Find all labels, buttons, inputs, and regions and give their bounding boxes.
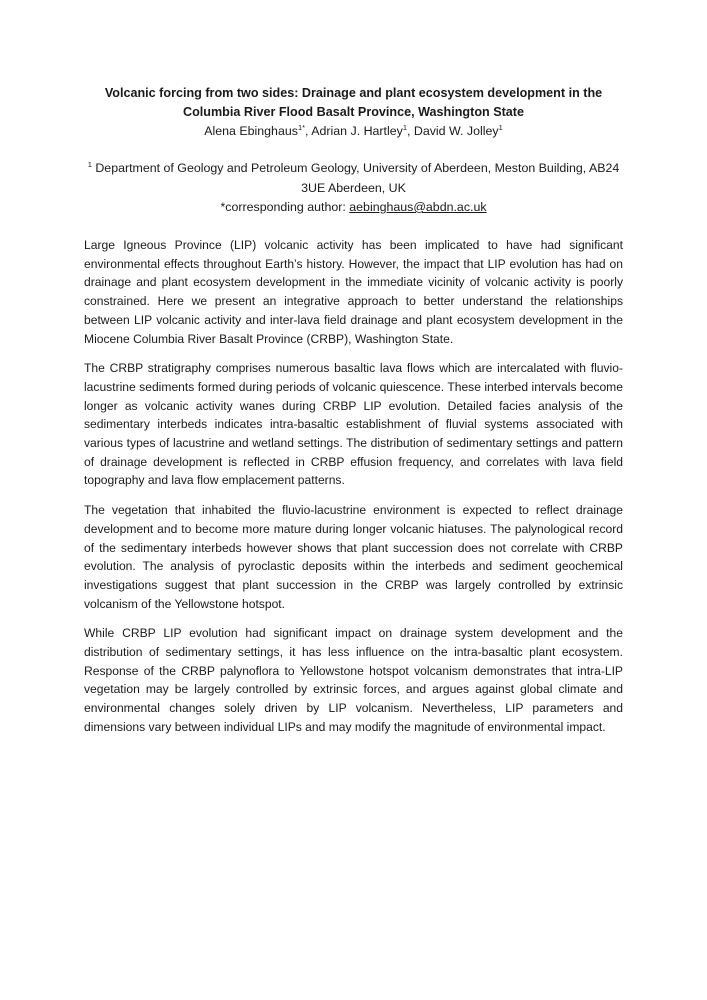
author-list (84, 122, 623, 141)
paper-header (84, 84, 623, 218)
title-line-2: Columbia River Flood Basalt Province, Washington State (182, 105, 524, 119)
affiliation-mark: 1 (87, 159, 92, 169)
author-separator: , (407, 124, 414, 138)
paper-title (84, 84, 623, 122)
abstract-paragraph: While CRBP LIP evolution had significant impact on drainage system development and the distribution of sedimentary settings, it has less influence on the intra-basaltic plant ecosystem. Response of the CRBP palynoflora to Yellowstone hotspot volcanism demonstrates that intra-LIP vegetation may be largely controlled by extrinsic forces, and argues against global climate and environmental changes solely driven by LIP volcanism. Nevertheless, LIP parameters and dimensions vary between individual LIPs and may modify the magnitude of environmental impact. (84, 626, 623, 734)
affiliation-line-1 (84, 159, 623, 179)
abstract-paragraph: The CRBP stratigraphy comprises numerous basaltic lava flows which are intercalated with fluvio-lacustrine sediments formed during periods of volcanic quiescence. These interbed intervals become longer as volcanic activity wanes during CRBP LIP evolution. Detailed facies analysis of the sedimentary interbeds indicates intra-basaltic establishment of fluvial systems associated with various types of lacustrine and wetland settings. The distribution of sedimentary settings and pattern of drainage development is reflected in CRBP effusion frequency, and correlates with lava field topography and lava flow emplacement patterns. (84, 361, 623, 488)
abstract-body (84, 236, 623, 748)
author-name: David W. Jolley (413, 124, 499, 138)
affiliation-line-2: 3UE Aberdeen, UK (301, 180, 406, 195)
author-separator: , (305, 124, 312, 138)
abstract-paragraph: Large Igneous Province (LIP) volcanic activity has been implicated to have had significant environmental effects throughout Earth’s history. However, the impact that LIP evolution has had on drainage and plant ecosystem development in the immediate vicinity of volcanic activity is poorly constrained. Here we present an integrative approach to better understand the relationships between LIP volcanic activity and inter-lava field drainage and plant ecosystem development in the Miocene Columbia River Basalt Province (CRBP), Washington State. (84, 238, 623, 346)
corresponding-label: *corresponding author: (220, 200, 350, 214)
author-name: Alena Ebinghaus (204, 124, 298, 138)
author-affiliation-mark: 1 (498, 122, 503, 132)
corresponding-email-link[interactable]: aebinghaus@abdn.ac.uk (349, 200, 487, 214)
author-affiliation-mark: 1* (297, 122, 306, 132)
corresponding-author (84, 198, 623, 218)
title-line-1: Volcanic forcing from two sides: Drainage and plant ecosystem development in the (104, 86, 603, 100)
affiliation-block (84, 159, 623, 218)
author-affiliation-mark: 1 (402, 122, 407, 132)
affiliation-text: Department of Geology and Petroleum Geology, University of Aberdeen, Meston Building, AB24 (91, 161, 620, 175)
abstract-paragraph: The vegetation that inhabited the fluvio-lacustrine environment is expected to reflect drainage development and to become more mature during longer volcanic hiatuses. The palynological record of the sedimentary interbeds however shows that plant succession does not correlate with CRBP evolution. The analysis of pyroclastic deposits within the interbeds and sediment geochemical investigations suggest that plant succession in the CRBP was largely controlled by extrinsic volcanism of the Yellowstone hotspot. (84, 503, 623, 611)
author-name: Adrian J. Hartley (311, 124, 403, 138)
